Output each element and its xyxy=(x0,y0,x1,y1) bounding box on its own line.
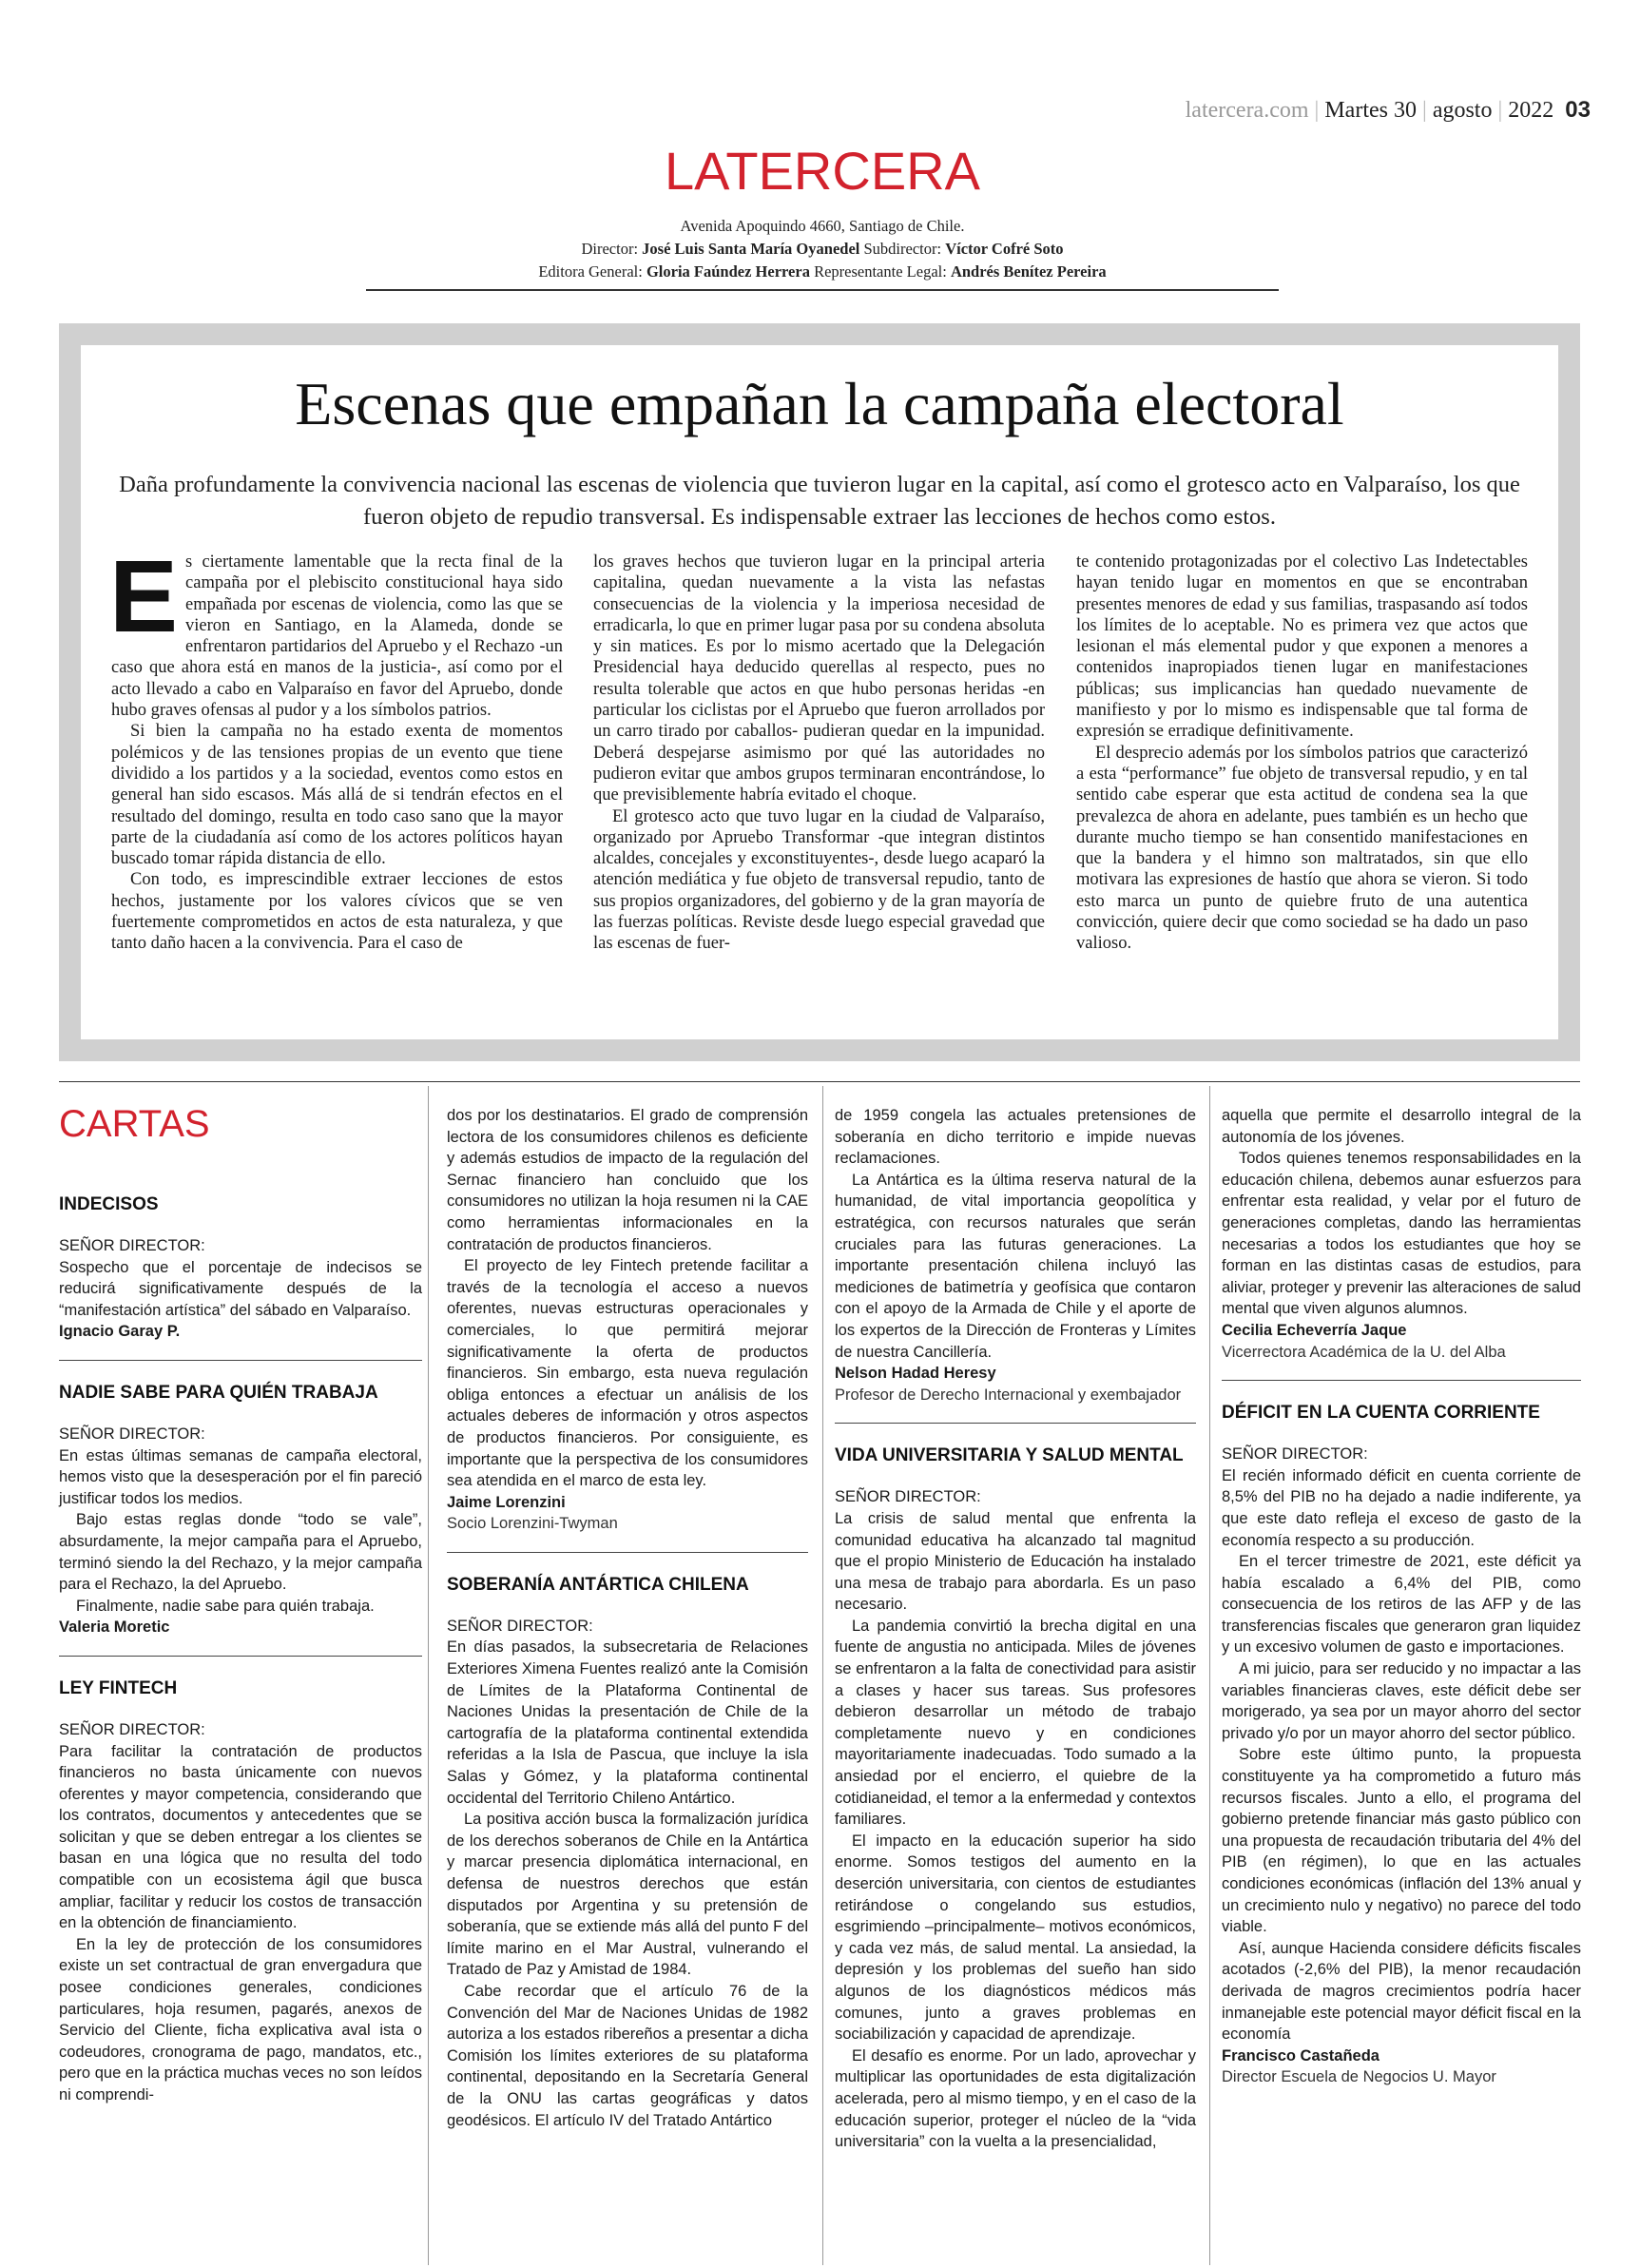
page-header-bar xyxy=(1186,97,1591,124)
editorial-box xyxy=(81,345,1558,1039)
cartas-column-3 xyxy=(835,1105,1196,2153)
letter-author-title: Profesor de Derecho Internacional y exembajador xyxy=(835,1386,1182,1404)
letter-paragraph: La positiva acción busca la formalización jurídica de los derechos soberanos de Chile en la Antártica y marcar presencia diplomática internacional, en defensa de nuestros derechos que están disputados por Argentina y su pretensión de soberanía, que se extiende más allá del punto F del límite marino en el Mar Austral, vulnerando el Tratado de Paz y Amistad de 1984. xyxy=(447,1811,808,1979)
editorial-paragraph: El desprecio además por los símbolos patrios que caracterizó a esta “performance” fue objeto de transversal repudio, y en tal sentido cabe esperar que esta actitud de condena sea la que prevalezca de ahora en adelante, pues también es un hecho que durante mucho tiempo se han consentido manifestaciones en que la bandera y el himno son maltratados, sin que ello motivara las expresiones de hastío que ahora se vieron. Si todo esto marca un punto de quiebre fruto de una autentica convicción, quiere decir que como sociedad se ha dado un paso valioso. xyxy=(1076,743,1528,954)
letter-paragraph: El impacto en la educación superior ha sido enorme. Somos testigos del aumento en la deserción universitaria, con cientos de estudiantes retirándose o congelando sus estudios, esgrimiendo –principalmente– motivos económicos, y cada vez más, de salud mental. La ansiedad, la depresión y los problemas del sueño han sido algunos de los diagnósticos médicos más comunes, junto a graves problemas en sociabilización y capacidad de aprendizaje. xyxy=(835,1832,1196,2044)
letter-paragraph: La pandemia convirtió la brecha digital en una fuente de angustia no anticipada. Miles de jóvenes se enfrentaron a la falta de conectividad para asistir a clases y hacer sus tareas. Sus profesores debieron desarrollar un método de trabajo completamente nuevo y en condiciones mayoritariamente inadecuadas. Todo sumado a la ansiedad por el encierro, el quiebre de la cotidianeidad, el temor a la enfermedad y contextos familiares. xyxy=(835,1617,1196,1829)
letter-author: Valeria Moretic xyxy=(59,1619,170,1637)
letter-paragraph: aquella que permite el desarrollo integral de la autonomía de los jóvenes. xyxy=(1222,1107,1581,1146)
letter-paragraph: de 1959 congela las actuales pretensiones de soberanía en dicho territorio e impide nuevas reclamaciones. xyxy=(835,1107,1196,1168)
letter-separator xyxy=(835,1423,1196,1424)
letter-paragraph: Así, aunque Hacienda considere déficits fiscales acotados (-2,6% del PIB), la menor recaudación derivada de magros crecimientos podría hacer inmanejable este potencial mayor déficit fiscal en la economía xyxy=(1222,1939,1581,2044)
letter-title: DÉFICIT EN LA CUENTA CORRIENTE xyxy=(1222,1403,1540,1424)
masthead-editors xyxy=(366,261,1279,283)
letter-separator xyxy=(447,1552,808,1553)
letter-paragraph: El proyecto de ley Fintech pretende facilitar a través de la tecnología el acceso a nuevos oferentes, nuevas estructuras operacionales y comerciales, lo que permitirá mejorar significativamente la oferta de productos financieros. Sin embargo, esta nueva regulación obliga entonces a efectuar un análisis de los actuales deberes de información y otros aspectos de productos financieros. Por consiguiente, es importante que la perspectiva de los consumidores sea atendida en el marco de esta ley. xyxy=(447,1257,808,1490)
letter-title: LEY FINTECH xyxy=(59,1677,178,1698)
cartas-column-1 xyxy=(59,1193,422,2106)
page-number: 03 xyxy=(1565,97,1591,123)
cartas-top-rule xyxy=(59,1081,1580,1082)
separator: | xyxy=(1422,98,1427,123)
letter-paragraph: A mi juicio, para ser reducido y no impactar a las variables financieras claves, este déficit debe ser morigerado, ya sea por un mayor ahorro del sector privado y/o por un mayor ahorro del sector público. xyxy=(1222,1660,1581,1742)
letter-paragraph: Cabe recordar que el artículo 76 de la Convención del Mar de Naciones Unidas de 1982 autoriza a los estados ribereños a presentar a dicha Comisión los límites exteriores de su plataforma continental, depositando en la Secretaría General de la ONU las cartas geográficas y datos geodésicos. El artículo IV del Tratado Antártico xyxy=(447,1982,808,2129)
letter-paragraph: El desafío es enorme. Por un lado, aprovechar y multiplicar las oportunidades de esta digitalización acelerada, pero al mismo tiempo, y en el caso de la educación superior, proteger el núcleo de la “vida universitaria” con la vuelta a la presencialidad, xyxy=(835,2046,1196,2151)
salutation: SEÑOR DIRECTOR: xyxy=(1222,1445,1368,1464)
salutation: SEÑOR DIRECTOR: xyxy=(59,1425,205,1443)
letter-author: Ignacio Garay P. xyxy=(59,1323,181,1341)
salutation: SEÑOR DIRECTOR: xyxy=(59,1237,205,1254)
masthead-directors xyxy=(366,238,1279,261)
drop-cap: E xyxy=(109,538,179,653)
salutation: SEÑOR DIRECTOR: xyxy=(447,1617,593,1635)
letter-author: Nelson Hadad Heresy xyxy=(835,1365,996,1383)
masthead-rule xyxy=(366,289,1279,291)
letter-paragraph: En estas últimas semanas de campaña electoral, hemos visto que la desesperación por el fin pareció justificar todos los medios. xyxy=(59,1446,422,1507)
column-rule xyxy=(822,1086,823,2265)
letter-author-title: Director Escuela de Negocios U. Mayor xyxy=(1222,2068,1496,2086)
issue-year: 2022 xyxy=(1508,98,1554,123)
cartas-column-2 xyxy=(447,1105,808,2131)
letter-author: Cecilia Echeverría Jaque xyxy=(1222,1321,1407,1339)
letter-author-title: Vicerrectora Académica de la U. del Alba xyxy=(1222,1343,1506,1361)
editorial-paragraph: los graves hechos que tuvieron lugar en la principal arteria capitalina, quedan nuevamente a la vista las nefastas consecuencias de la violencia y la imperiosa necesidad de erradicarla, lo que en primer lugar pasa por su condena absoluta y sin matices. Es por lo mismo acertado que la Delegación Presidencial haya deducido querellas al respecto, pues no resulta tolerable que actos en que hubo personas heridas -en particular los ciclistas por el Apruebo que fueron arrollados por un carro tirado por caballos- pudieran quedar en la impunidad. Deberá despejarse asimismo por qué las autoridades no pudieron evitar que ambos grupos terminaran encontrándose, lo que previsiblemente habría evitado el choque. xyxy=(593,552,1045,805)
letter-paragraph: Bajo estas reglas donde “todo se vale”, absurdamente, la mejor campaña para el Apruebo, terminó siendo la del Rechazo, y la mejor campaña para el Rechazo, la del Apruebo. xyxy=(59,1511,422,1594)
letter-title: VIDA UNIVERSITARIA Y SALUD MENTAL xyxy=(835,1445,1184,1466)
column-rule xyxy=(428,1086,429,2265)
letter-author: Jaime Lorenzini xyxy=(447,1493,566,1511)
subdirector-label: Subdirector: xyxy=(863,240,942,258)
director-label: Director: xyxy=(581,240,639,258)
letter-paragraph: Sospecho que el porcentaje de indecisos se reducirá significativamente después de la “manifestación artística” del sábado en Valparaíso. xyxy=(59,1258,422,1319)
letter-title: NADIE SABE PARA QUIÉN TRABAJA xyxy=(59,1382,378,1403)
director-name: José Luis Santa María Oyanedel xyxy=(642,240,860,258)
site-url: latercera.com xyxy=(1185,98,1309,123)
issue-day: Martes 30 xyxy=(1324,98,1417,123)
letter-paragraph: La crisis de salud mental que enfrenta la comunidad educativa ha alcanzado tal magnitud que el propio Ministerio de Educación ha instalado una mesa de trabajo para abordarla. Es un paso necesario. xyxy=(835,1509,1196,1614)
representante-name: Andrés Benítez Pereira xyxy=(950,262,1107,281)
salutation: SEÑOR DIRECTOR: xyxy=(59,1720,205,1738)
cartas-column-4 xyxy=(1222,1105,1581,2088)
salutation: SEÑOR DIRECTOR: xyxy=(835,1488,981,1506)
separator: | xyxy=(1497,98,1503,123)
letter-paragraph: Sobre este último punto, la propuesta constituyente ya ha comprometido a futuro más recursos fiscales. Junto a ello, el programa del gobierno pretende financiar más gasto público con una propuesta de recaudación tributaria del 4% del PIB (en régimen), lo que en las actuales condiciones económicas (inflación del 13% anual y un crecimiento nulo y negativo) no parece del todo viable. xyxy=(1222,1746,1581,1936)
issue-month: agosto xyxy=(1432,98,1493,123)
letter-paragraph: En días pasados, la subsecretaria de Relaciones Exteriores Ximena Fuentes realizó ante la Comisión de Límites de la Plataforma Continental de Naciones Unidas la presentación de Chile de la cartografía de la plataforma continental extendida referidas a la Isla de Pascua, que incluye la isla Salas y Gómez, y la plataforma continental occidental del Territorio Chileno Antártico. xyxy=(447,1638,808,1807)
editorial-title: Escenas que empañan la campaña electoral xyxy=(295,370,1344,437)
subdirector-name: Víctor Cofré Soto xyxy=(945,240,1064,258)
editorial-column-3 xyxy=(1076,552,1528,955)
separator: | xyxy=(1314,98,1320,123)
letter-paragraph: Finalmente, nadie sabe para quién trabaja. xyxy=(76,1597,375,1615)
column-rule xyxy=(1209,1086,1210,2265)
letter-paragraph: dos por los destinatarios. El grado de comprensión lectora de los consumidores chilenos es deficiente y además estudios de impacto de la regulación del Sernac financiero han concluido que los consumidores no utilizan la hoja resumen ni la CAE como herramientas informacionales en la contratación de productos financieros. xyxy=(447,1107,808,1253)
editorial-paragraph: Si bien la campaña no ha estado exenta de momentos polémicos y de las tensiones propias de un evento que tiene dividido a los partidos y a la sociedad, eventos como estos en general han sido escasos. Más allá de si tendrán efectos en el resultado del domingo, resulta en todo caso sano que la mayor parte de la ciudadanía así como de los actores políticos hayan buscado tomar rápida distancia de ello. xyxy=(111,722,563,869)
masthead-address: Avenida Apoquindo 4660, Santiago de Chile. xyxy=(680,217,965,235)
letter-author-title: Socio Lorenzini-Twyman xyxy=(447,1515,618,1533)
representante-label: Representante Legal: xyxy=(814,262,947,281)
masthead xyxy=(366,143,1279,283)
editorial-paragraph: te contenido protagonizadas por el colectivo Las Indetectables hayan tenido lugar en momentos en que se encontraban presentes menores de edad y sus familias, traspasando así todos los límites de lo aceptable. No es primera vez que actos que lesionan el más elemental pudor y que exponen a menores a contenidos inapropiados tienen lugar en manifestaciones públicas; sus implicancias han quedado nuevamente de manifiesto y por lo mismo es indispensable que tal forma de expresión se erradique definitivamente. xyxy=(1076,552,1528,742)
editora-name: Gloria Faúndez Herrera xyxy=(646,262,810,281)
letter-paragraph: La Antártica es la última reserva natural de la humanidad, de vital importancia geopolítica y estratégica, con recursos naturales que serán cruciales para las futuras generaciones. La importante presentación chilena incluyó las mediciones de batimetría y geofísica que contaron con el apoyo de la Armada de Chile y el aporte de los expertos de la Dirección de Fronteras y Límites de nuestra Cancillería. xyxy=(835,1171,1196,1361)
editorial-paragraph: Es ciertamente lamentable que la recta final de la campaña por el plebiscito constitucional haya sido empañada por escenas de violencia, como las que se vieron en Santiago, en la Alameda, donde se enfrentaron partidarios del Apruebo y el Rechazo -un caso que ahora está en manos de la justicia-, así como por el acto llevado a cabo en Valparaíso en favor del Apruebo, donde hubo graves ofensas al pudor y a los símbolos patrios. xyxy=(109,538,563,721)
newspaper-logo: LATERCERA xyxy=(665,141,980,201)
letter-separator xyxy=(59,1360,422,1361)
editorial-column-1 xyxy=(109,538,563,955)
letter-paragraph: En la ley de protección de los consumidores existe un set contractual de gran envergadura que posee condiciones generales, condiciones particulares, hoja resumen, pagarés, anexos de Servicio del Cliente, ficha explicativa aval ista o codeudores, cronograma de pago, mandatos, etc., pero que en la práctica muchas veces no son leídos ni comprendi- xyxy=(59,1935,422,2103)
letter-paragraph: Para facilitar la contratación de productos financieros no basta únicamente con nuevos oferentes y mayor competencia, considerando que los contratos, documentos y antecedentes que se solicitan y que se deben entregar a los clientes se basan en una lógica que no resulta del todo compatible con un ecosistema ágil que busca ampliar, facilitar y reducir los costos de transacción en la obtención de financiamiento. xyxy=(59,1742,422,1932)
letter-title: SOBERANÍA ANTÁRTICA CHILENA xyxy=(447,1574,749,1595)
letter-title: INDECISOS xyxy=(59,1194,159,1214)
editorial-paragraph: Con todo, es imprescindible extraer lecciones de estos hechos, justamente por los valores cívicos que se ven fuertemente comprometidos en actos de esta naturaleza, y que tanto daño hacen a la convivencia. Para el caso de xyxy=(111,870,563,954)
letter-separator xyxy=(59,1656,422,1657)
editorial-paragraph: El grotesco acto que tuvo lugar en la ciudad de Valparaíso, organizado por Apruebo Transformar -que integran distintos alcaldes, concejales y exconstituyentes-, desde luego acaparó la atención mediática y fue objeto de transversal repudio, tanto de sus propios organizadores, del gobierno y de la gran mayoría de las fuerzas políticas. Reviste desde luego especial gravedad que las escenas de fuer- xyxy=(593,806,1045,954)
cartas-heading: CARTAS xyxy=(59,1103,210,1145)
editorial-column-2 xyxy=(593,552,1045,955)
editorial-lede: Daña profundamente la convivencia nacional las escenas de violencia que tuvieron lugar en la capital, así como el grotesco acto en Valparaíso, los que fueron objeto de repudio transversal. Es indispensable extraer las lecciones de hechos como estos. xyxy=(119,472,1520,530)
letter-paragraph: En el tercer trimestre de 2021, este déficit ya había escalado a 6,4% del PIB, como consecuencia de los retiros de las AFP y de las transferencias fiscales que generaron gran liquidez y un excesivo volumen de gasto e importaciones. xyxy=(1222,1553,1581,1657)
letter-paragraph: Todos quienes tenemos responsabilidades en la educación chilena, debemos aunar esfuerzos para enfrentar esta realidad, y velar por el futuro de generaciones completas, dando las herramientas necesarias a todos los estudiantes que hoy se forman en las distintas casas de estudios, para aliviar, proteger y prevenir las alteraciones de salud mental que viven algunos alumnos. xyxy=(1222,1150,1581,1318)
letter-author: Francisco Castañeda xyxy=(1222,2046,1380,2064)
letter-paragraph: El recién informado déficit en cuenta corriente de 8,5% del PIB no ha dejado a nadie indiferente, ya que este dato refleja el exceso de gasto de la economía respecto a su producción. xyxy=(1222,1466,1581,1549)
letter-separator xyxy=(1222,1380,1581,1381)
editora-label: Editora General: xyxy=(538,262,643,281)
